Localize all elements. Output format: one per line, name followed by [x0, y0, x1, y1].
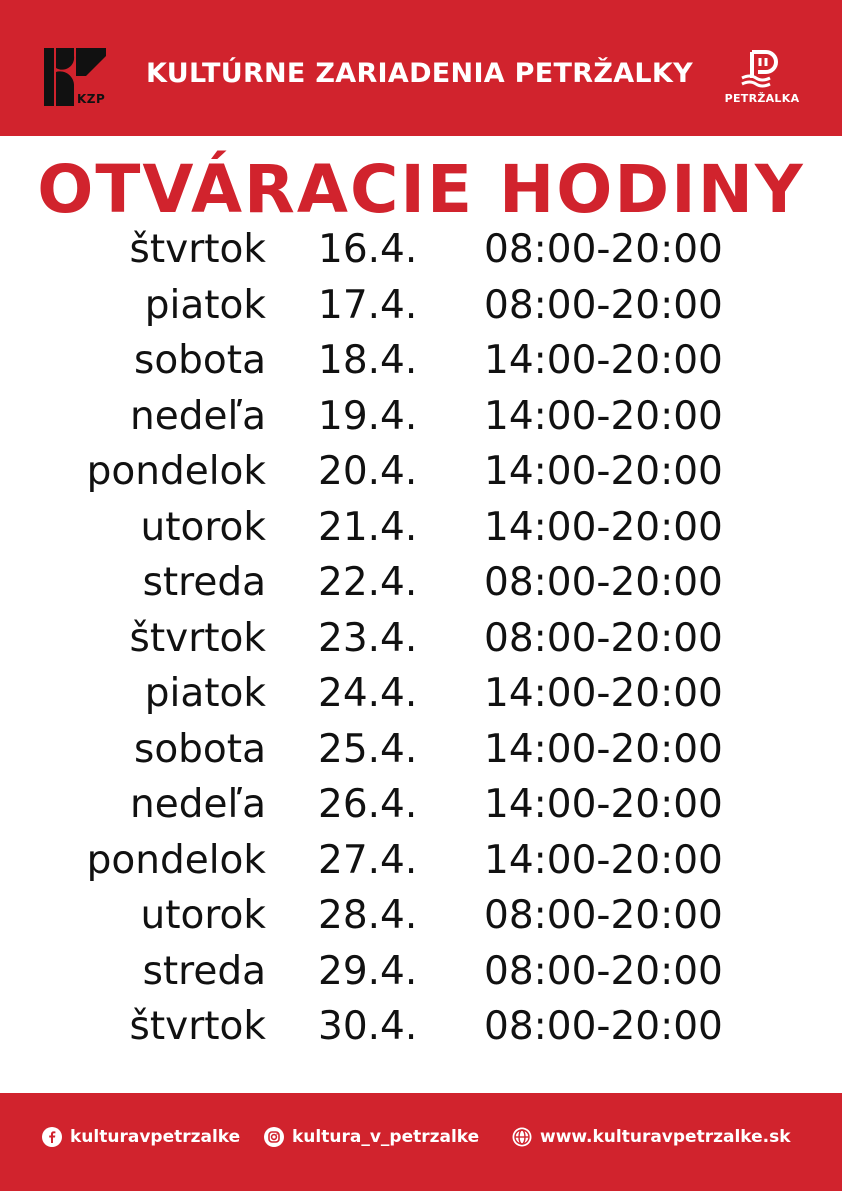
hours-label: 14:00-20:00 [484, 671, 723, 716]
date-label: 18.4. [318, 338, 418, 383]
hours-label: 14:00-20:00 [484, 449, 723, 494]
date-label: 20.4. [318, 449, 418, 494]
hours-label: 14:00-20:00 [484, 338, 723, 383]
day-label: utorok [140, 504, 266, 550]
date-label: 26.4. [318, 782, 418, 827]
day-label: streda [142, 948, 266, 994]
hours-label: 14:00-20:00 [484, 837, 723, 883]
schedule-row [0, 278, 842, 334]
day-label: štvrtok [129, 1004, 266, 1049]
schedule-row [0, 222, 842, 278]
instagram-label: kultura_v_petrzalke [292, 1127, 480, 1147]
schedule-row [0, 944, 842, 1000]
day-label: štvrtok [129, 615, 266, 661]
date-label: 21.4. [318, 504, 418, 550]
date-label: 24.4. [318, 671, 418, 716]
date-label: 28.4. [318, 893, 418, 938]
page-title: OTVÁRACIE HODINY [37, 151, 805, 228]
hours-label: 08:00-20:00 [484, 948, 723, 994]
schedule-row [0, 722, 842, 778]
footer-bar [0, 1093, 842, 1191]
day-label: sobota [134, 726, 266, 772]
hours-label: 14:00-20:00 [484, 393, 723, 439]
schedule-row [0, 389, 842, 445]
hours-label: 08:00-20:00 [484, 227, 723, 272]
header-bar [0, 0, 842, 136]
hours-label: 14:00-20:00 [484, 504, 723, 550]
date-label: 27.4. [318, 837, 418, 883]
facebook-icon [42, 1127, 62, 1147]
date-label: 30.4. [318, 1004, 418, 1049]
schedule-row [0, 666, 842, 722]
day-label: utorok [140, 893, 266, 938]
hours-label: 08:00-20:00 [484, 893, 723, 938]
schedule-row [0, 611, 842, 667]
schedule-row [0, 333, 842, 389]
globe-icon [512, 1127, 532, 1147]
schedule-row [0, 444, 842, 500]
schedule-row [0, 888, 842, 944]
day-label: štvrtok [129, 227, 266, 272]
website-link[interactable] [512, 1126, 791, 1148]
hours-label: 08:00-20:00 [484, 615, 723, 661]
day-label: pondelok [86, 837, 266, 883]
hours-label: 08:00-20:00 [484, 282, 723, 328]
organization-title: KULTÚRNE ZARIADENIA PETRŽALKY [146, 58, 693, 89]
petrzalka-emblem-icon [722, 48, 802, 90]
date-label: 16.4. [318, 227, 418, 272]
day-label: nedeľa [130, 393, 266, 439]
date-label: 19.4. [318, 393, 418, 439]
hours-label: 14:00-20:00 [484, 726, 723, 772]
schedule-row [0, 555, 842, 611]
kzp-logo-text: KZP [77, 92, 106, 106]
hours-label: 14:00-20:00 [484, 782, 723, 827]
date-label: 17.4. [318, 282, 418, 328]
date-label: 29.4. [318, 948, 418, 994]
instagram-icon [264, 1127, 284, 1147]
day-label: piatok [144, 282, 266, 328]
schedule-row [0, 500, 842, 556]
day-label: nedeľa [130, 782, 266, 827]
schedule-row [0, 833, 842, 889]
instagram-link[interactable] [264, 1126, 479, 1148]
petrzalka-logo [722, 48, 802, 108]
hours-label: 08:00-20:00 [484, 1004, 723, 1049]
date-label: 22.4. [318, 560, 418, 605]
date-label: 25.4. [318, 726, 418, 772]
schedule-row [0, 999, 842, 1055]
facebook-link[interactable] [42, 1126, 240, 1148]
day-label: sobota [134, 338, 266, 383]
day-label: piatok [144, 671, 266, 716]
petrzalka-logo-text: PETRŽALKA [724, 92, 800, 105]
day-label: pondelok [86, 449, 266, 494]
schedule-row [0, 777, 842, 833]
website-label: www.kulturavpetrzalke.sk [540, 1127, 791, 1147]
date-label: 23.4. [318, 615, 418, 661]
hours-label: 08:00-20:00 [484, 560, 723, 605]
facebook-label: kulturavpetrzalke [70, 1127, 241, 1147]
day-label: streda [142, 560, 266, 605]
